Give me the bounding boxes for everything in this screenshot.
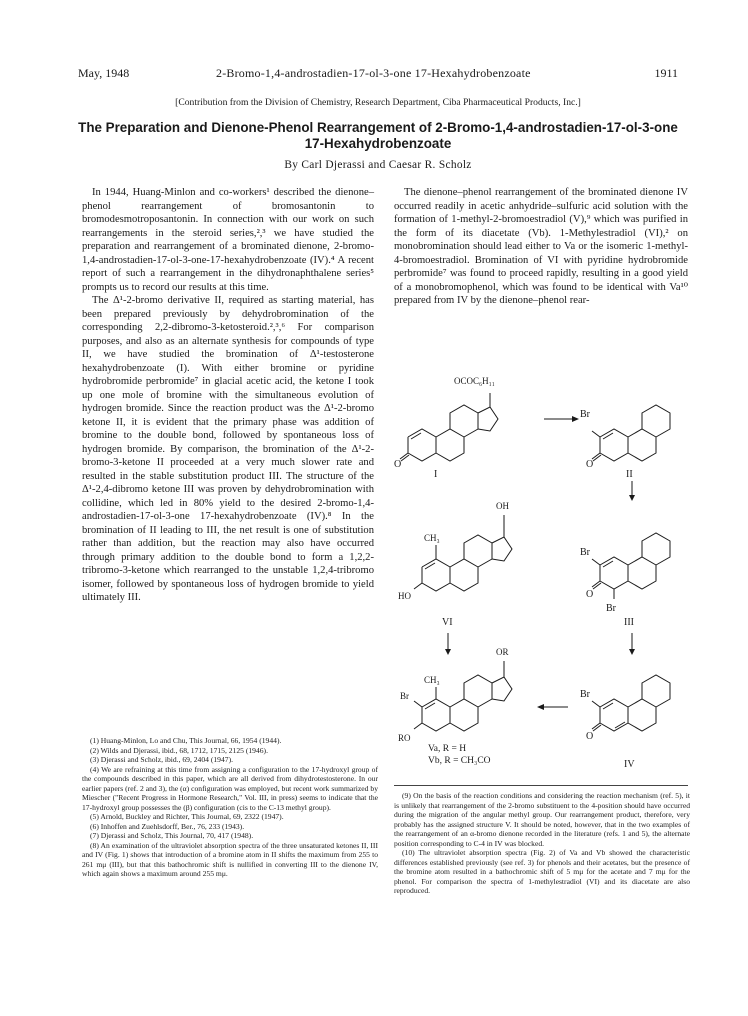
ester-substituent: OCOC₆H₁₁ xyxy=(454,376,495,386)
structure-I xyxy=(394,376,498,480)
footnote-4: (4) We are refraining at this time from assigning a configuration to the 17-hydroxyl group of the compounds described in this paper, which are all derived from dihydrotestosterone. In our earlier papers (ref. 2 and 3), the (α) configuration was employed, but recent work summarized by Miescher ("Recent Progress in Hormone Research," Vol. III, in press) seems to indicate that the 17-hydroxyl group possesses the (β) configuration (cis to the C-13 methyl group). xyxy=(82,764,378,812)
methyl-VI: CH₃ xyxy=(424,533,440,543)
paragraph-rearrangement: The dienone–phenol rearrangement of the brominated dienone IV occurred readily in acetic anhydride–sulfuric acid solution with the formation of 1-methyl-2-bromoestradiol (V),⁹ which was purified in the form of its diacetate (Vb). 1-Methylestradiol (VI),² on monobromination should lead either to Va or the isomeric 1-methyl-4-bromoestradiol. Bromination of VI with pyridine hydrobromide perbromide⁷ was found to proceed rapidly, resulting in a good yield of a monobromophenol, which was found to be identical with Va¹⁰ prepared from IV by the dienone–phenol rear- xyxy=(394,187,688,306)
bromo-substituent-III: Br xyxy=(580,547,590,558)
compound-label-II: II xyxy=(626,469,633,480)
footnote-6: (6) Inhoffen and Zuehlsdorff, Ber., 76, 233 (1943). xyxy=(90,821,245,831)
arrowhead-II-to-III xyxy=(629,495,635,501)
ro-substituent-V: RO xyxy=(398,733,411,743)
structure-II xyxy=(580,405,670,480)
issue-date: May, 1948 xyxy=(78,66,130,80)
paragraph-bromination: The Δ¹-2-bromo derivative II, required as starting material, has been prepared previously by dehydrobromination of the corresponding 2,2-dibromo-3-ketosteroid.²,³,⁶ For comparison purposes, and also as an alternate synthesis for compounds of type II, we have studied the bromination of Δ¹-testosterone hexahydrobenzoate (I). With either bromine or pyridine hydrobromide perbromide⁷ in glacial acetic acid, the ketone I took up one mole of bromine with the simultaneous evolution of hydrogen bromide. Since the reaction product was the Δ¹-2-bromo ketone II, it is evident that the primary phase was addition of bromine to the double bond, followed by spontaneous loss of hydrogen bromide. By comparison, the bromination of the Δ¹-2-bromo-3-ketone II proceeded at a very much slower rate and resulted in the stable substitution product III. The structure of the Δ¹-2,4-dibromo ketone III was proven by dehydrobromination with collidine, which led in 80% yield to the desired 2-bromo-1,4-androstadien-17-ol-3-one 17-hexahydrobenzoate (IV).⁸ In the bromination of II leading to III, the net result is one of substitution rather than addition, but the reaction may also have occurred through primary addition to the double bond to form a 1,2,2-tribromo-3-ketone which rearranged to the unstable 1,2,4-tribromo isomer, followed by spontaneous loss of hydrogen bromide to yield ultimately III. xyxy=(82,295,374,603)
reaction-scheme xyxy=(394,355,694,775)
article-title: The Preparation and Dienone-Phenol Rearrangement of 2-Bromo-1,4-androstadien-17-ol-3-one 17-Hexahydrobenzoate xyxy=(78,120,678,151)
arrowhead-III-to-IV xyxy=(629,649,635,655)
footnote-3: (3) Djerassi and Scholz, ibid., 69, 2404 (1947). xyxy=(90,755,233,764)
structure-IV xyxy=(580,675,670,770)
bromo-substituent-II: Br xyxy=(580,409,590,420)
footnotes-left xyxy=(82,736,378,879)
compound-label-III: III xyxy=(624,617,634,628)
label-Vb: Vb, R = CH₃CO xyxy=(428,756,491,766)
footnote-10: (10) The ultraviolet absorption spectra (Fig. 2) of Va and Vb showed the characteristic differences established previously (see ref. 3) for phenols and their acetates, but the presence of the bromine atom resulted in a bathochromic shift of 5 mμ for the acetate and 7 mμ for the phenol. For comparison the spectra of 1-methylestradiol (VI) and its diacetate are also reproduced. xyxy=(394,848,690,895)
footnote-1: (1) Huang-Minlon, Lo and Chu, This Journal, 66, 1954 (1944). xyxy=(90,736,282,745)
phenol-ho-VI: HO xyxy=(398,591,411,601)
footnote-8: (8) An examination of the ultraviolet absorption spectra of the three unsaturated ketones II, III and IV (Fig. 1) shows that introduction of a bromine atom in II shifts the maximum from 255 to 261 mμ (III), but that this bathochromic shift is nullified in converting III to the dienone IV, which again shows a maximum around 255 mμ. xyxy=(82,840,378,878)
footnote-9: (9) On the basis of the reaction conditions and considering the reaction mechanism (ref. 5), it is unlikely that rearrangement of the 2-bromo substituent to the 4-position should have occurred during the migration of the angular methyl group. Our rearrangement product, therefore, very probably has the assigned structure V. It should be noted, however, that in the two examples of the rearrangement of an α-bromo dienone recorded in the literature (refs. 1 and 5), the alternate position corresponding to C-4 in IV was blocked. xyxy=(394,791,690,848)
running-title: 2-Bromo-1,4-androstadien-17-ol-3-one 17-Hexahydrobenzoate xyxy=(216,66,531,80)
arrowhead-IV-to-V xyxy=(537,704,544,710)
carbonyl-o-III: O xyxy=(586,589,594,600)
footnote-7: (7) Djerassi and Scholz, This Journal, 70, 417 (1948). xyxy=(90,831,254,840)
hydroxyl-VI: OH xyxy=(496,501,509,511)
carbonyl-o-IV: O xyxy=(586,731,594,742)
bromo-substituent-IV: Br xyxy=(580,689,590,700)
contribution-line: [Contribution from the Division of Chemistry, Research Department, Ciba Pharmaceutical Products, Inc.] xyxy=(175,97,581,108)
page-number: 1911 xyxy=(654,66,678,80)
footnote-2: (2) Wilds and Djerassi, ibid., 68, 1712, 1715, 2125 (1946). xyxy=(90,745,268,755)
label-Va: Va, R = H xyxy=(428,744,467,754)
author-line: By Carl Djerassi and Caesar R. Scholz xyxy=(284,159,472,171)
paragraph-intro: In 1944, Huang-Minlon and co-workers¹ described the dienone–phenol rearrangement of bromosantonin to bromodesmotroposantonin. In connection with our work on such rearrangements in the steroid series,²,³ we have studied the preparation and rearrangement of a brominated dienone, 2-bromo-1,4-androstadien-17-ol-3-one-17-hexahydrobenzoate (IV).⁴ A recent report of such a rearrangement in the dihydronaphthalene series⁵ prompts us to record our results at this time. xyxy=(82,187,374,293)
footnote-5: (5) Arnold, Buckley and Richter, This Journal, 69, 2322 (1947). xyxy=(90,812,284,821)
arrowhead-I-to-II xyxy=(572,416,579,422)
bromo-substituent-V: Br xyxy=(400,691,409,701)
carbonyl-o-I: O xyxy=(394,459,402,470)
right-column-body xyxy=(394,186,688,308)
structure-V xyxy=(398,647,512,766)
arrowhead-VI-to-V xyxy=(445,649,451,655)
running-head xyxy=(78,66,678,82)
left-column-body xyxy=(82,186,374,605)
footnotes-right xyxy=(394,791,690,896)
or-substituent-V: OR xyxy=(496,647,509,657)
structure-III xyxy=(580,533,670,628)
compound-label-I: I xyxy=(434,469,438,480)
footnote-divider xyxy=(394,785,688,786)
compound-label-IV: IV xyxy=(624,759,635,770)
carbonyl-o-II: O xyxy=(586,459,594,470)
bromo-4-III: Br xyxy=(606,603,616,614)
methyl-V: CH₃ xyxy=(424,675,440,685)
compound-label-VI: VI xyxy=(442,617,453,628)
structure-VI xyxy=(398,501,512,628)
